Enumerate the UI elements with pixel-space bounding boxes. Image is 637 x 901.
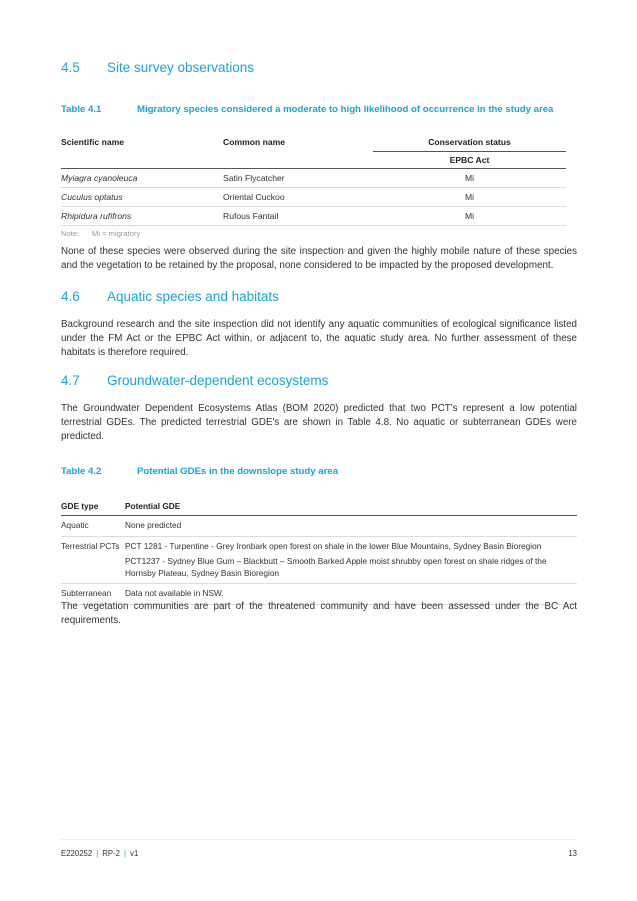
table-4-2-caption <box>61 466 338 477</box>
col-epbc-act: EPBC Act <box>373 152 566 169</box>
section-heading-4-6 <box>61 289 279 304</box>
status-value: Mi <box>373 188 566 207</box>
footer-separator: | <box>124 849 127 858</box>
paragraph-gde: The Groundwater Dependent Ecosystems Atlas (BOM 2020) predicted that two PCT's represent a low potential terrestrial GDEs. The predicted terrestrial GDE's are shown in Table 4.8. No aquatic or subterranean GDEs were predicted. <box>61 403 577 442</box>
footer-divider <box>61 839 577 840</box>
common-name: Rufous Fantail <box>223 207 373 226</box>
potential-gde <box>125 516 577 537</box>
col-common-name: Common name <box>223 137 286 148</box>
paragraph-site-survey: None of these species were observed during the site inspection and given the highly mobile nature of these species and the vegetation to be retained by the proposal, none considered to be impacted by the proposed development. <box>61 246 577 271</box>
gde-entry: None predicted <box>125 520 182 530</box>
col-conservation-status: Conservation status <box>373 133 566 152</box>
table-note <box>61 229 140 238</box>
table-row <box>61 516 577 537</box>
table-subheader-row <box>61 152 566 169</box>
gde-entry: Data not available in NSW. <box>125 588 224 598</box>
table-title: Potential GDEs in the downslope study area <box>137 466 338 477</box>
table-title: Migratory species considered a moderate to high likelihood of occurrence in the study area <box>137 104 554 115</box>
common-name: Oriental Cuckoo <box>223 188 373 207</box>
section-number: 4.5 <box>61 60 80 75</box>
gde-type: Subterranean <box>61 584 125 605</box>
scientific-name: Cuculus optatus <box>61 188 223 207</box>
col-potential-gde: Potential GDE <box>125 497 577 516</box>
potential-gde-table <box>61 497 577 605</box>
table-4-1-caption <box>61 104 553 115</box>
note-text: Mi = migratory <box>92 229 141 238</box>
section-title: Site survey observations <box>107 60 255 75</box>
table-header-row <box>61 497 577 516</box>
section-heading-4-5 <box>61 60 254 75</box>
section-heading-4-7 <box>61 373 328 388</box>
gde-entry: PCT 1281 - Turpentine - Grey Ironbark open forest on shale in the lower Blue Mountains, Sydney Basin Bioregion <box>125 540 542 551</box>
scientific-name: Rhipidura rufifrons <box>61 207 223 226</box>
col-scientific-name: Scientific name <box>61 137 125 148</box>
footer-version: v1 <box>130 849 139 858</box>
table-row <box>61 207 566 226</box>
table-row <box>61 188 566 207</box>
note-label: Note: <box>61 229 80 238</box>
common-name: Satin Flycatcher <box>223 169 373 188</box>
gde-entry: PCT1237 - Sydney Blue Gum – Blackbutt – Smooth Barked Apple moist shrubby open forest on shale ridges of the Hornsby Plateau, Sydney Basin Bioregion <box>125 556 547 578</box>
section-title: Groundwater-dependent ecosystems <box>107 373 329 388</box>
gde-type: Aquatic <box>61 516 125 537</box>
col-gde-type: GDE type <box>61 497 125 516</box>
paragraph-vegetation: The vegetation communities are part of the threatened community and have been assessed under the BC Act requirements. <box>61 601 577 626</box>
table-number: Table 4.1 <box>61 104 102 115</box>
paragraph-aquatic: Background research and the site inspection did not identify any aquatic communities of ecological significance listed under the FM Act or the EPBC Act within, or adjacent to, the aquatic study area. No further assessment of these habitats is therefore required. <box>61 319 577 358</box>
footer-report: RP-2 <box>102 849 121 858</box>
table-header-row <box>61 133 566 152</box>
footer-separator: | <box>96 849 99 858</box>
footer-doc-number: E220252 <box>61 849 93 858</box>
footer-doc-ref <box>61 849 138 858</box>
scientific-name: Myiagra cyanoleuca <box>61 169 223 188</box>
gde-type: Terrestrial PCTs <box>61 536 125 584</box>
status-value: Mi <box>373 169 566 188</box>
table-number: Table 4.2 <box>61 466 102 477</box>
section-number: 4.6 <box>61 289 80 304</box>
table-row <box>61 536 577 584</box>
migratory-species-table <box>61 133 566 226</box>
potential-gde <box>125 536 577 584</box>
page-number: 13 <box>568 849 577 858</box>
table-row <box>61 169 566 188</box>
section-title: Aquatic species and habitats <box>107 289 279 304</box>
status-value: Mi <box>373 207 566 226</box>
section-number: 4.7 <box>61 373 80 388</box>
